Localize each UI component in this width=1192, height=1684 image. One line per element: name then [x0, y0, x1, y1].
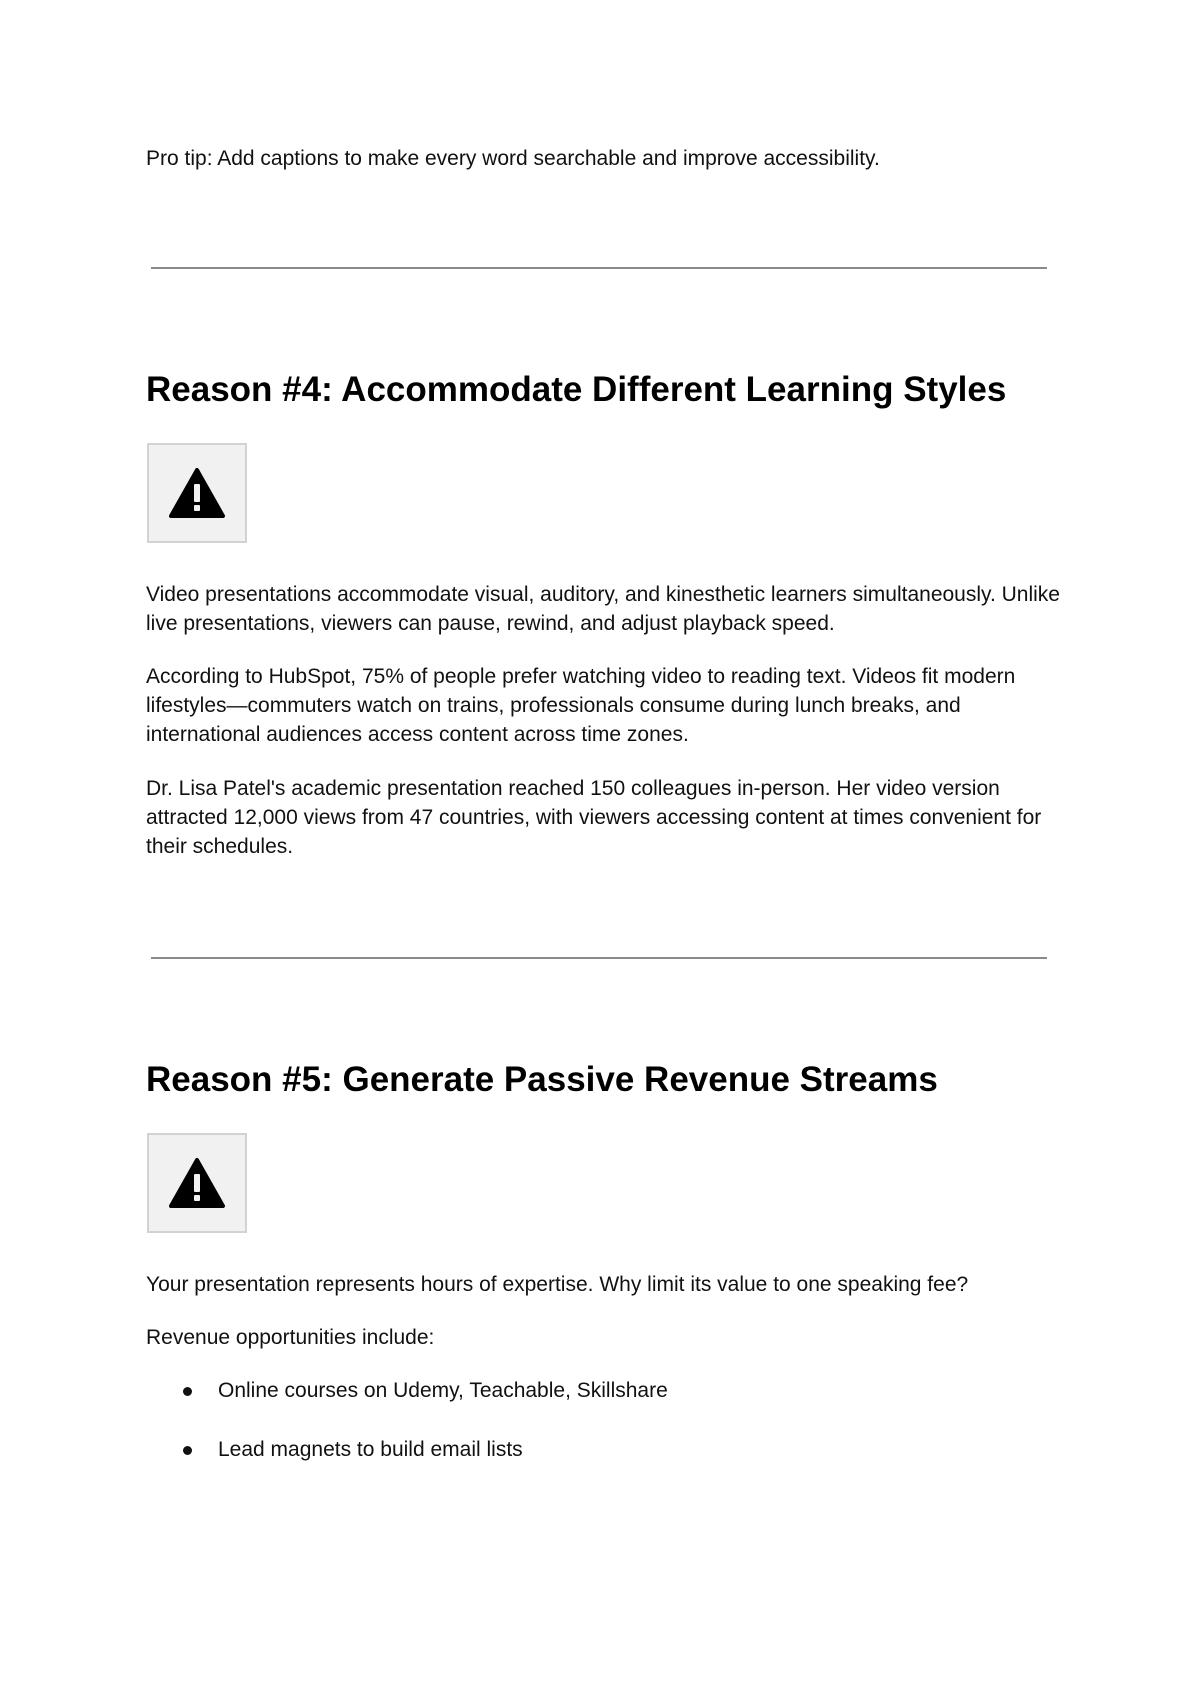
section-4-paragraph-1: Video presentations accommodate visual, auditory, and kinesthetic learners simultaneously. Unlike live presentations, viewers can pause, rewind, and adjust playback speed. — [146, 583, 1060, 635]
broken-image-placeholder — [147, 443, 247, 543]
list-item — [146, 1435, 1046, 1464]
warning-triangle-icon — [168, 467, 226, 519]
section-divider — [151, 267, 1047, 269]
bullet-icon — [183, 1446, 192, 1455]
list-item-text: Online courses on Udemy, Teachable, Skillshare — [218, 1379, 668, 1402]
revenue-opportunities-list — [146, 1376, 1046, 1494]
bullet-icon — [183, 1387, 192, 1396]
pro-tip-text: Pro tip: Add captions to make every word searchable and improve accessibility. — [146, 147, 880, 170]
broken-image-placeholder — [147, 1133, 247, 1233]
section-divider — [151, 957, 1047, 959]
section-5-paragraph-1: Your presentation represents hours of expertise. Why limit its value to one speaking fee? — [146, 1273, 969, 1296]
section-5-heading: Reason #5: Generate Passive Revenue Streams — [146, 1060, 938, 1099]
list-item-text: Lead magnets to build email lists — [218, 1438, 523, 1461]
warning-triangle-icon — [168, 1157, 226, 1209]
section-5-paragraph-2: Revenue opportunities include: — [146, 1326, 435, 1349]
list-item — [146, 1376, 1046, 1405]
section-4-paragraph-3: Dr. Lisa Patel's academic presentation reached 150 colleagues in-person. Her video version attracted 12,000 views from 47 countries, with viewers accessing content at times convenient for their schedules. — [146, 777, 1042, 858]
section-4-paragraph-2: According to HubSpot, 75% of people prefer watching video to reading text. Videos fit modern lifestyles—commuters watch on trains, professionals consume during lunch breaks, and international audiences access content across time zones. — [146, 665, 1016, 746]
section-4-heading: Reason #4: Accommodate Different Learning Styles — [146, 370, 1007, 409]
